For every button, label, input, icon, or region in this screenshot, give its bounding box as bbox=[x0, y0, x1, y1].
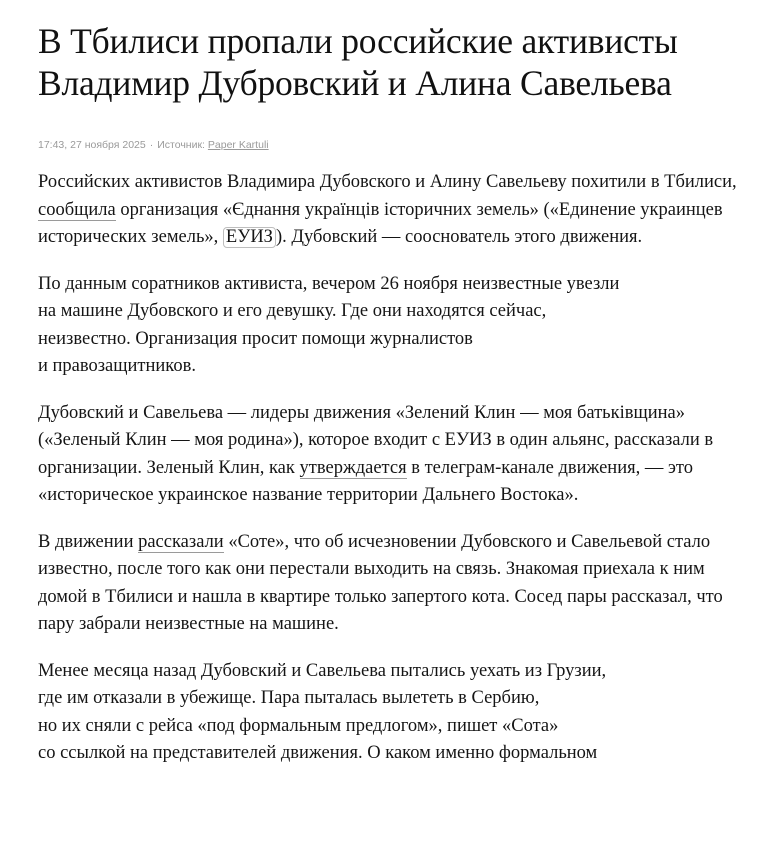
paragraph-text: ). Дубовский — сооснователь этого движения. bbox=[275, 227, 643, 247]
link-utverzhdaetsya[interactable]: утверждается bbox=[299, 457, 407, 478]
source-link[interactable]: Paper Kartuli bbox=[207, 139, 269, 151]
paragraph-text: организация «Єднання українців історичних земель» («Единение украинцев исторических земель», bbox=[38, 199, 723, 247]
paragraph-5 bbox=[38, 658, 738, 768]
paragraph-2 bbox=[38, 271, 738, 381]
paragraph-line: где им отказали в убежище. Пара пыталась вылететь в Сербию, bbox=[38, 688, 540, 708]
paragraph-3 bbox=[38, 400, 738, 510]
source-label: Источник: bbox=[157, 139, 205, 151]
link-rasskazali[interactable]: рассказали bbox=[138, 531, 224, 552]
article-meta bbox=[38, 138, 738, 152]
paragraph-line: неизвестно. Организация просит помощи журналистов bbox=[38, 328, 473, 349]
paragraph-1 bbox=[38, 169, 738, 252]
link-soobshchila[interactable]: сообщила bbox=[38, 199, 116, 220]
meta-separator: · bbox=[149, 139, 154, 151]
paragraph-line: и правозащитников. bbox=[38, 356, 196, 376]
paragraph-line: но их сняли с рейса «под формальным предлогом», пишет «Сота» bbox=[38, 715, 559, 736]
paragraph-text: «Соте», что об исчезновении Дубовского и Савельевой стало известно, после того как они перестали выходить на связь. Знакомая приехала к ним домой в Тбилиси и нашла в квартире только запертого кота. Сосед пары рассказал, что пару забрали неизвестные на машине. bbox=[38, 531, 723, 634]
paragraph-line: на машине Дубовского и его девушку. Где они находятся сейчас, bbox=[38, 301, 547, 321]
article-title bbox=[38, 0, 738, 104]
paragraph-line: со ссылкой на представителей движения. О каком именно формальном bbox=[38, 743, 598, 763]
paragraph-4 bbox=[38, 529, 738, 639]
publish-datetime: 17:43, 27 ноября 2025 bbox=[38, 139, 146, 151]
paragraph-text: Дубовский и Савельева — лидеры движения «Зелений Клин — моя батьківщина» («Зеленый Клин — моя родина»), которое входит с ЕУИЗ в один альянс, рассказали в организации. Зеленый Клин, как bbox=[38, 402, 714, 478]
paragraph-line: По данным соратников активиста, вечером 26 ноября неизвестные увезли bbox=[38, 273, 620, 294]
paragraph-text: Российских активистов Владимира Дубовского и Алину Савельеву похитили в Тбилиси, bbox=[38, 172, 737, 192]
title-line-2: Владимир Дубровский и Алина Савельева bbox=[38, 63, 672, 103]
paragraph-text: в телеграм-канале движения, — это «историческое украинское название территории Дальнего Востока». bbox=[38, 457, 694, 505]
title-line-1: В Тбилиси пропали российские активисты bbox=[38, 21, 678, 61]
link-euiz[interactable]: ЕУИЗ bbox=[223, 227, 276, 248]
paragraph-line: Менее месяца назад Дубовский и Савельева пытались уехать из Грузии, bbox=[38, 660, 607, 681]
paragraph-text: В движении bbox=[38, 531, 139, 552]
article-body bbox=[38, 169, 738, 768]
